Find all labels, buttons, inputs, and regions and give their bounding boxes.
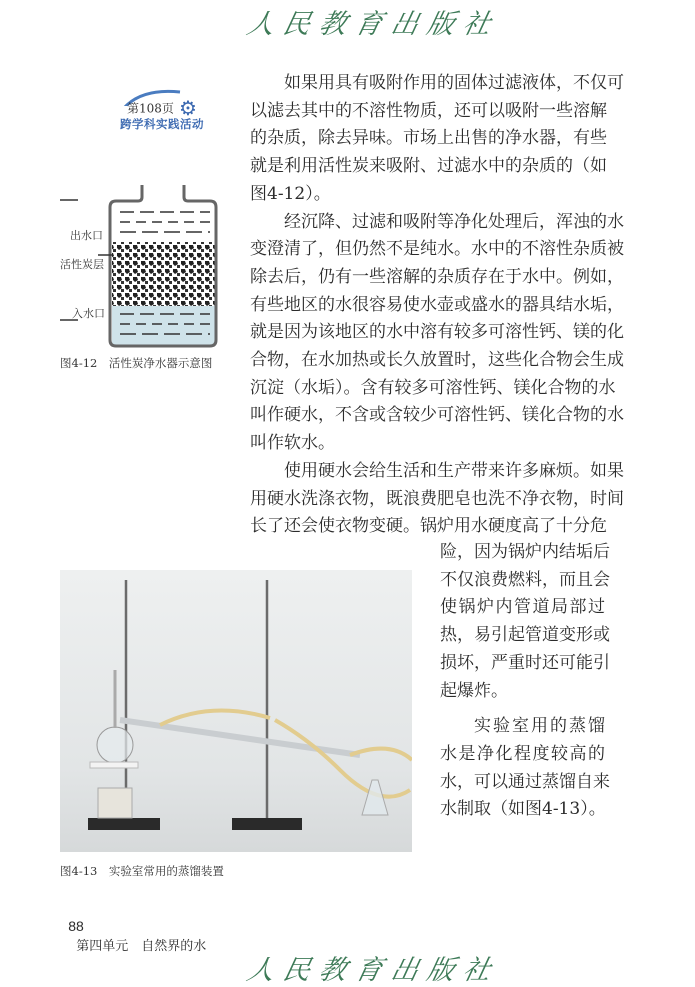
badge-activity: 跨学科实践活动 [120,117,204,131]
text-line: 水，可以通过蒸馏自来 [440,771,610,792]
text-line: 实验室用的蒸馏 [474,716,605,737]
label-carbon-layer: 活性炭层 [60,258,104,271]
text-line: 合物，在水加热或长久放置时，这些化合物会生成 [250,350,624,371]
publisher-logo-bottom: 人民教育出版社 [244,955,503,986]
text-line: 损坏，严重时还可能引 [440,652,610,673]
page-footer [60,903,206,954]
text-line: 就是利用活性炭来吸附、过滤水中的杂质的（如 [250,156,607,177]
text-line: 变澄清了，但仍然不是纯水。水中的不溶性杂质被 [250,239,624,260]
main-text [250,70,624,541]
text-line: 使用硬水会给生活和生产带来许多麻烦。如果 [284,460,624,481]
page-number: 88 [68,918,84,934]
text-line: 使锅炉内管道局部过 [440,597,605,618]
text-line: 用硬水洗涤衣物，既浪费肥皂也洗不净衣物，时间 [250,488,624,509]
narrow-text [440,539,610,824]
text-line: 的杂质，除去异味。市场上出售的净水器，有些 [250,128,607,149]
text-line: 叫作软水。 [250,433,335,454]
gear-icon: ⚙ [179,96,197,120]
text-line: 水是净化程度较高的 [440,743,605,764]
text-line: 有些地区的水很容易使水壶或盛水的器具结水垢， [250,294,624,315]
badge-page: 第108页 [127,101,174,116]
text-line: 热，易引起管道变形或 [440,625,610,646]
text-line: 以滤去其中的不溶性物质，还可以吸附一些溶解 [250,100,607,121]
unit-title: 第四单元 自然界的水 [76,939,207,954]
text-line: 经沉降、过滤和吸附等净化处理后，浑浊的水 [284,211,624,232]
text-line: 叫作硬水，不含或含较少可溶性钙、镁化合物的水 [250,405,624,426]
label-outlet: 出水口 [70,229,103,242]
text-line: 长了还会使衣物变硬。锅炉用水硬度高了十分危 [250,516,607,537]
distillation-apparatus-illustration [60,570,412,852]
figure-caption-4-12: 图4-12 活性炭净水器示意图 [60,356,213,370]
text-line: 沉淀（水垢）。含有较多可溶性钙、镁化合物的水 [250,377,616,398]
text-line: 起爆炸。 [440,680,508,701]
text-line: 图4-12）。 [250,183,331,204]
figure-caption-4-13: 图4-13 实验室常用的蒸馏装置 [60,864,224,878]
text-line: 险，因为锅炉内结垢后 [440,542,610,562]
publisher-logo-top: 人民教育出版社 [244,9,503,40]
label-inlet: 入水口 [72,307,105,320]
text-line: 不仅浪费燃料，而且会 [440,569,610,590]
text-line: 除去后，仍有一些溶解的杂质存在于水中。例如， [250,266,624,287]
distillation-apparatus-photo [60,570,412,852]
text-line: 如果用具有吸附作用的固体过滤液体，不仅可 [284,73,624,93]
text-line: 就是因为该地区的水中溶有较多可溶性钙、镁的化 [250,322,624,343]
text-line: 水制取（如图4-13）。 [440,799,606,820]
cross-reference-badge[interactable] [112,92,212,132]
